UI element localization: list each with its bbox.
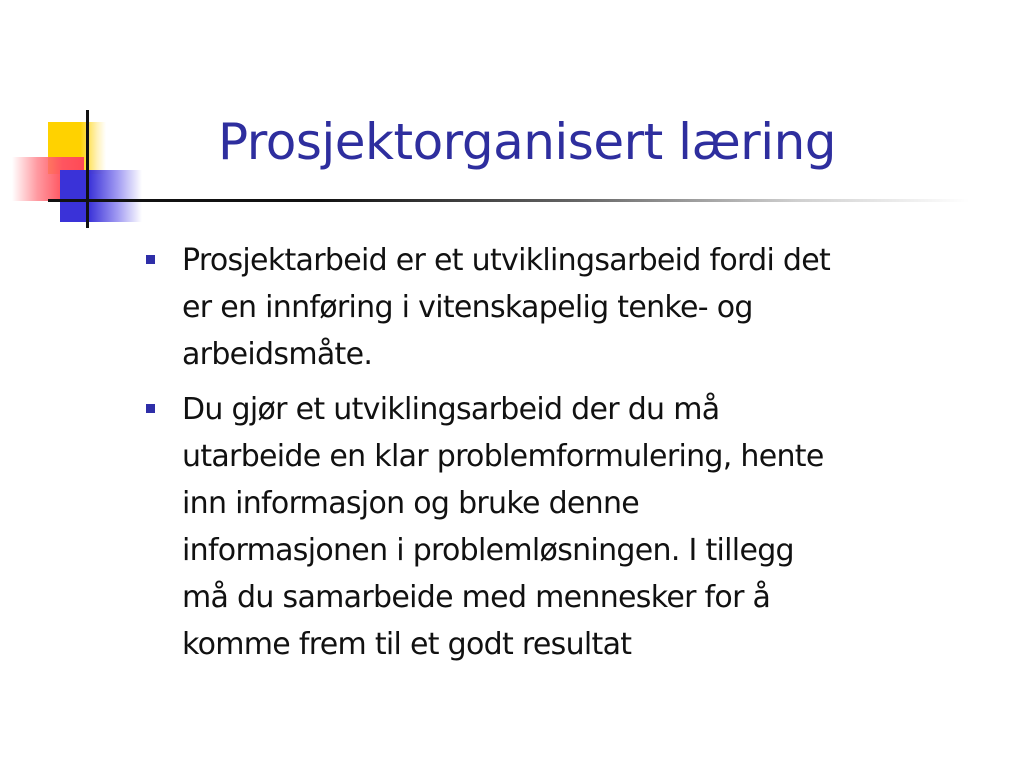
bullet-line: må du samarbeide med mennesker for å [182, 580, 771, 615]
bullet-item-2 [146, 386, 996, 668]
logo-vertical-line [86, 110, 89, 228]
bullet-line: komme frem til et godt resultat [182, 627, 632, 662]
logo-blue-square [60, 170, 142, 222]
decorative-logo [0, 0, 200, 240]
square-bullet-icon [146, 404, 155, 413]
bullet-list [146, 237, 996, 676]
bullet-line: utarbeide en klar problemformulering, hente [182, 439, 824, 474]
bullet-line: informasjonen i problemløsningen. I tillegg [182, 533, 794, 568]
title-divider [100, 199, 970, 202]
bullet-item-1 [146, 237, 996, 378]
bullet-line: Du gjør et utviklingsarbeid der du må [182, 392, 720, 427]
square-bullet-icon [146, 255, 155, 264]
bullet-line: inn informasjon og bruke denne [182, 486, 640, 521]
logo-horizontal-line [48, 199, 102, 202]
bullet-line: arbeidsmåte. [182, 337, 373, 372]
bullet-line: Prosjektarbeid er et utviklingsarbeid fordi det [182, 243, 831, 278]
slide-title: Prosjektorganisert læring [218, 113, 837, 171]
bullet-line: er en innføring i vitenskapelig tenke- og [182, 290, 753, 325]
